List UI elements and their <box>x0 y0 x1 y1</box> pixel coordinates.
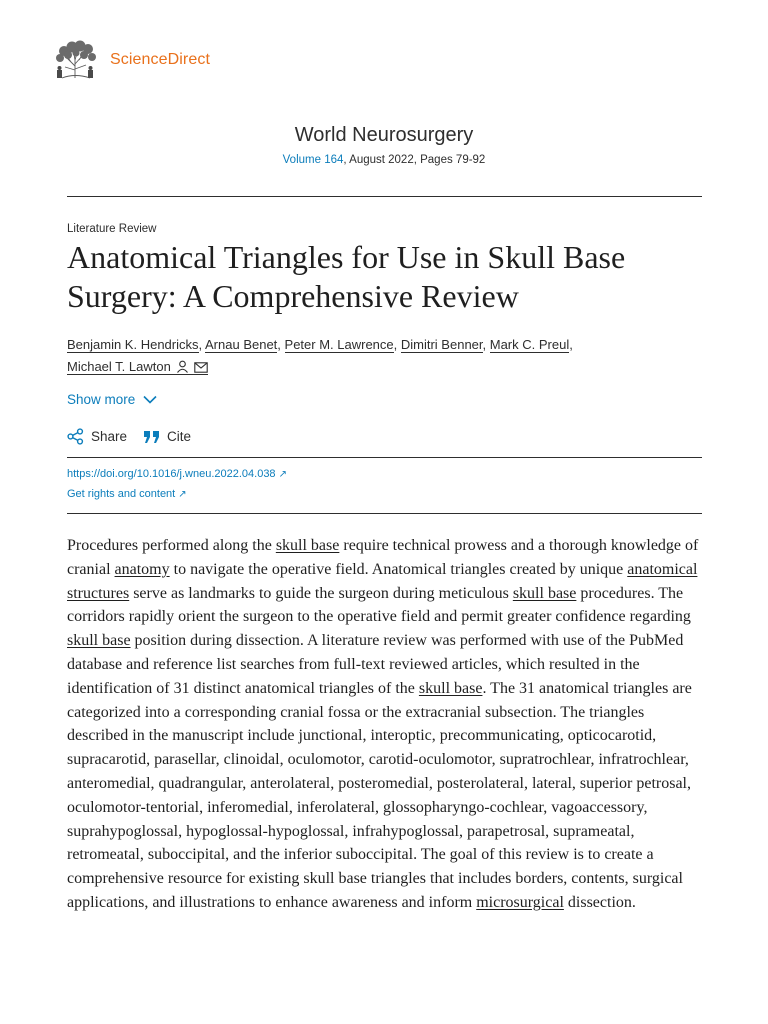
abstract-text <box>67 534 705 915</box>
share-icon <box>67 428 84 445</box>
rights-text: Get rights and content <box>67 488 176 500</box>
brand-name[interactable]: ScienceDirect <box>110 51 211 68</box>
show-more-button[interactable] <box>67 392 157 407</box>
show-more-label: Show more <box>67 392 136 407</box>
author-link[interactable]: Arnau Benet <box>205 337 278 352</box>
volume-link[interactable]: Volume 164 <box>282 154 344 166</box>
abstract-text-segment: serve as landmarks to guide the surgeon during meticulous <box>129 584 513 602</box>
envelope-icon <box>194 362 208 373</box>
journal-title[interactable]: World Neurosurgery <box>294 124 474 146</box>
sciencedirect-home-link[interactable] <box>52 40 210 80</box>
doi-top-divider <box>67 457 702 458</box>
cite-label: Cite <box>167 429 192 444</box>
share-button[interactable] <box>67 428 127 445</box>
abstract-text-segment: require technical prowess and a thorough knowledge of cranial <box>67 537 699 578</box>
abstract-term-link[interactable]: anatomical structures <box>67 560 698 602</box>
abstract-term-link[interactable]: anatomy <box>114 560 170 578</box>
abstract-text-segment: . The 31 anatomical triangles are categorized into a corresponding cranial fossa or the extracranial subsection. The triangles described in the manuscript include junctional, interoptic, precommunicating, opticocarotid, supracarotid, parasellar, clinoidal, oculomotor, carotid-oculomotor, supratrochlear, infratrochlear, anteromedial, quadrangular, anterolateral, posteromedial, posterolateral, lateral, superior petrosal, oculomotor-tentorial, inferomedial, inferolateral, glossopharyngo-cochlear, vagoaccessory, suprahypoglossal, hypoglossal-hypoglossal, infrahypoglossal, parapetrosal, suprameatal, retromeatal, suboccipital, and the inferior suboccipital. The goal of this review is to create a comprehensive resource for existing skull base triangles that includes borders, contents, surgical applications, and illustrations to enhance awareness and inform <box>67 679 692 911</box>
share-label: Share <box>91 429 128 444</box>
abstract-term-link[interactable]: skull base <box>418 679 483 697</box>
abstract-text-segment: position during dissection. A literature review was performed with use of the PubMed database and reference list searches from full-text reviewed articles, which resulted in the identification of 31 distinct anatomical triangles of the <box>67 632 684 697</box>
abstract-text-segment: procedures. The corridors rapidly orient the surgeon to the operative field and permit greater confidence regarding <box>67 584 691 626</box>
author-link[interactable]: Benjamin K. Hendricks <box>67 337 199 352</box>
doi-text: https://doi.org/10.1016/j.wneu.2022.04.038 <box>67 468 276 480</box>
article-title: Anatomical Triangles for Use in Skull Base Surgery: A Comprehensive Review <box>67 239 626 314</box>
author-link[interactable]: Mark C. Preul <box>489 337 570 352</box>
chevron-down-icon <box>143 395 157 404</box>
person-icon <box>176 360 189 373</box>
article-actions <box>67 428 207 445</box>
author-link[interactable]: Peter M. Lawrence <box>284 337 394 352</box>
elsevier-tree-icon <box>52 40 98 80</box>
author-link[interactable]: Dimitri Benner <box>400 337 483 352</box>
cite-button[interactable] <box>143 429 191 444</box>
abstract-term-link[interactable]: skull base <box>67 632 131 650</box>
rights-link[interactable] <box>67 488 187 500</box>
abstract-term-link[interactable]: skull base <box>512 584 577 602</box>
author-list: Benjamin K. Hendricks, Arnau Benet, Peter M. Lawrence, Dimitri Benner, Mark C. Preul, Michael T. Lawton <box>67 337 573 374</box>
corresponding-author-link[interactable] <box>67 359 208 375</box>
abstract-text-segment: to navigate the operative field. Anatomical triangles created by unique <box>169 560 628 578</box>
issue-info <box>0 154 768 166</box>
author-name: Michael T. Lawton <box>67 359 171 374</box>
abstract-term-link[interactable]: skull base <box>275 537 340 554</box>
header-divider <box>67 196 702 197</box>
abstract-text-segment: Procedures performed along the <box>67 537 276 554</box>
quote-icon <box>143 430 160 444</box>
article-type: Literature Review <box>67 223 157 235</box>
doi-link[interactable] <box>67 468 287 480</box>
external-link-icon: ↗ <box>278 469 287 480</box>
issue-details: , August 2022, Pages 79-92 <box>343 154 486 166</box>
abstract-text-segment: dissection. <box>563 893 636 911</box>
abstract-term-link[interactable]: microsurgical <box>476 893 564 911</box>
external-link-icon: ↗ <box>178 489 187 500</box>
doi-bottom-divider <box>67 513 702 514</box>
